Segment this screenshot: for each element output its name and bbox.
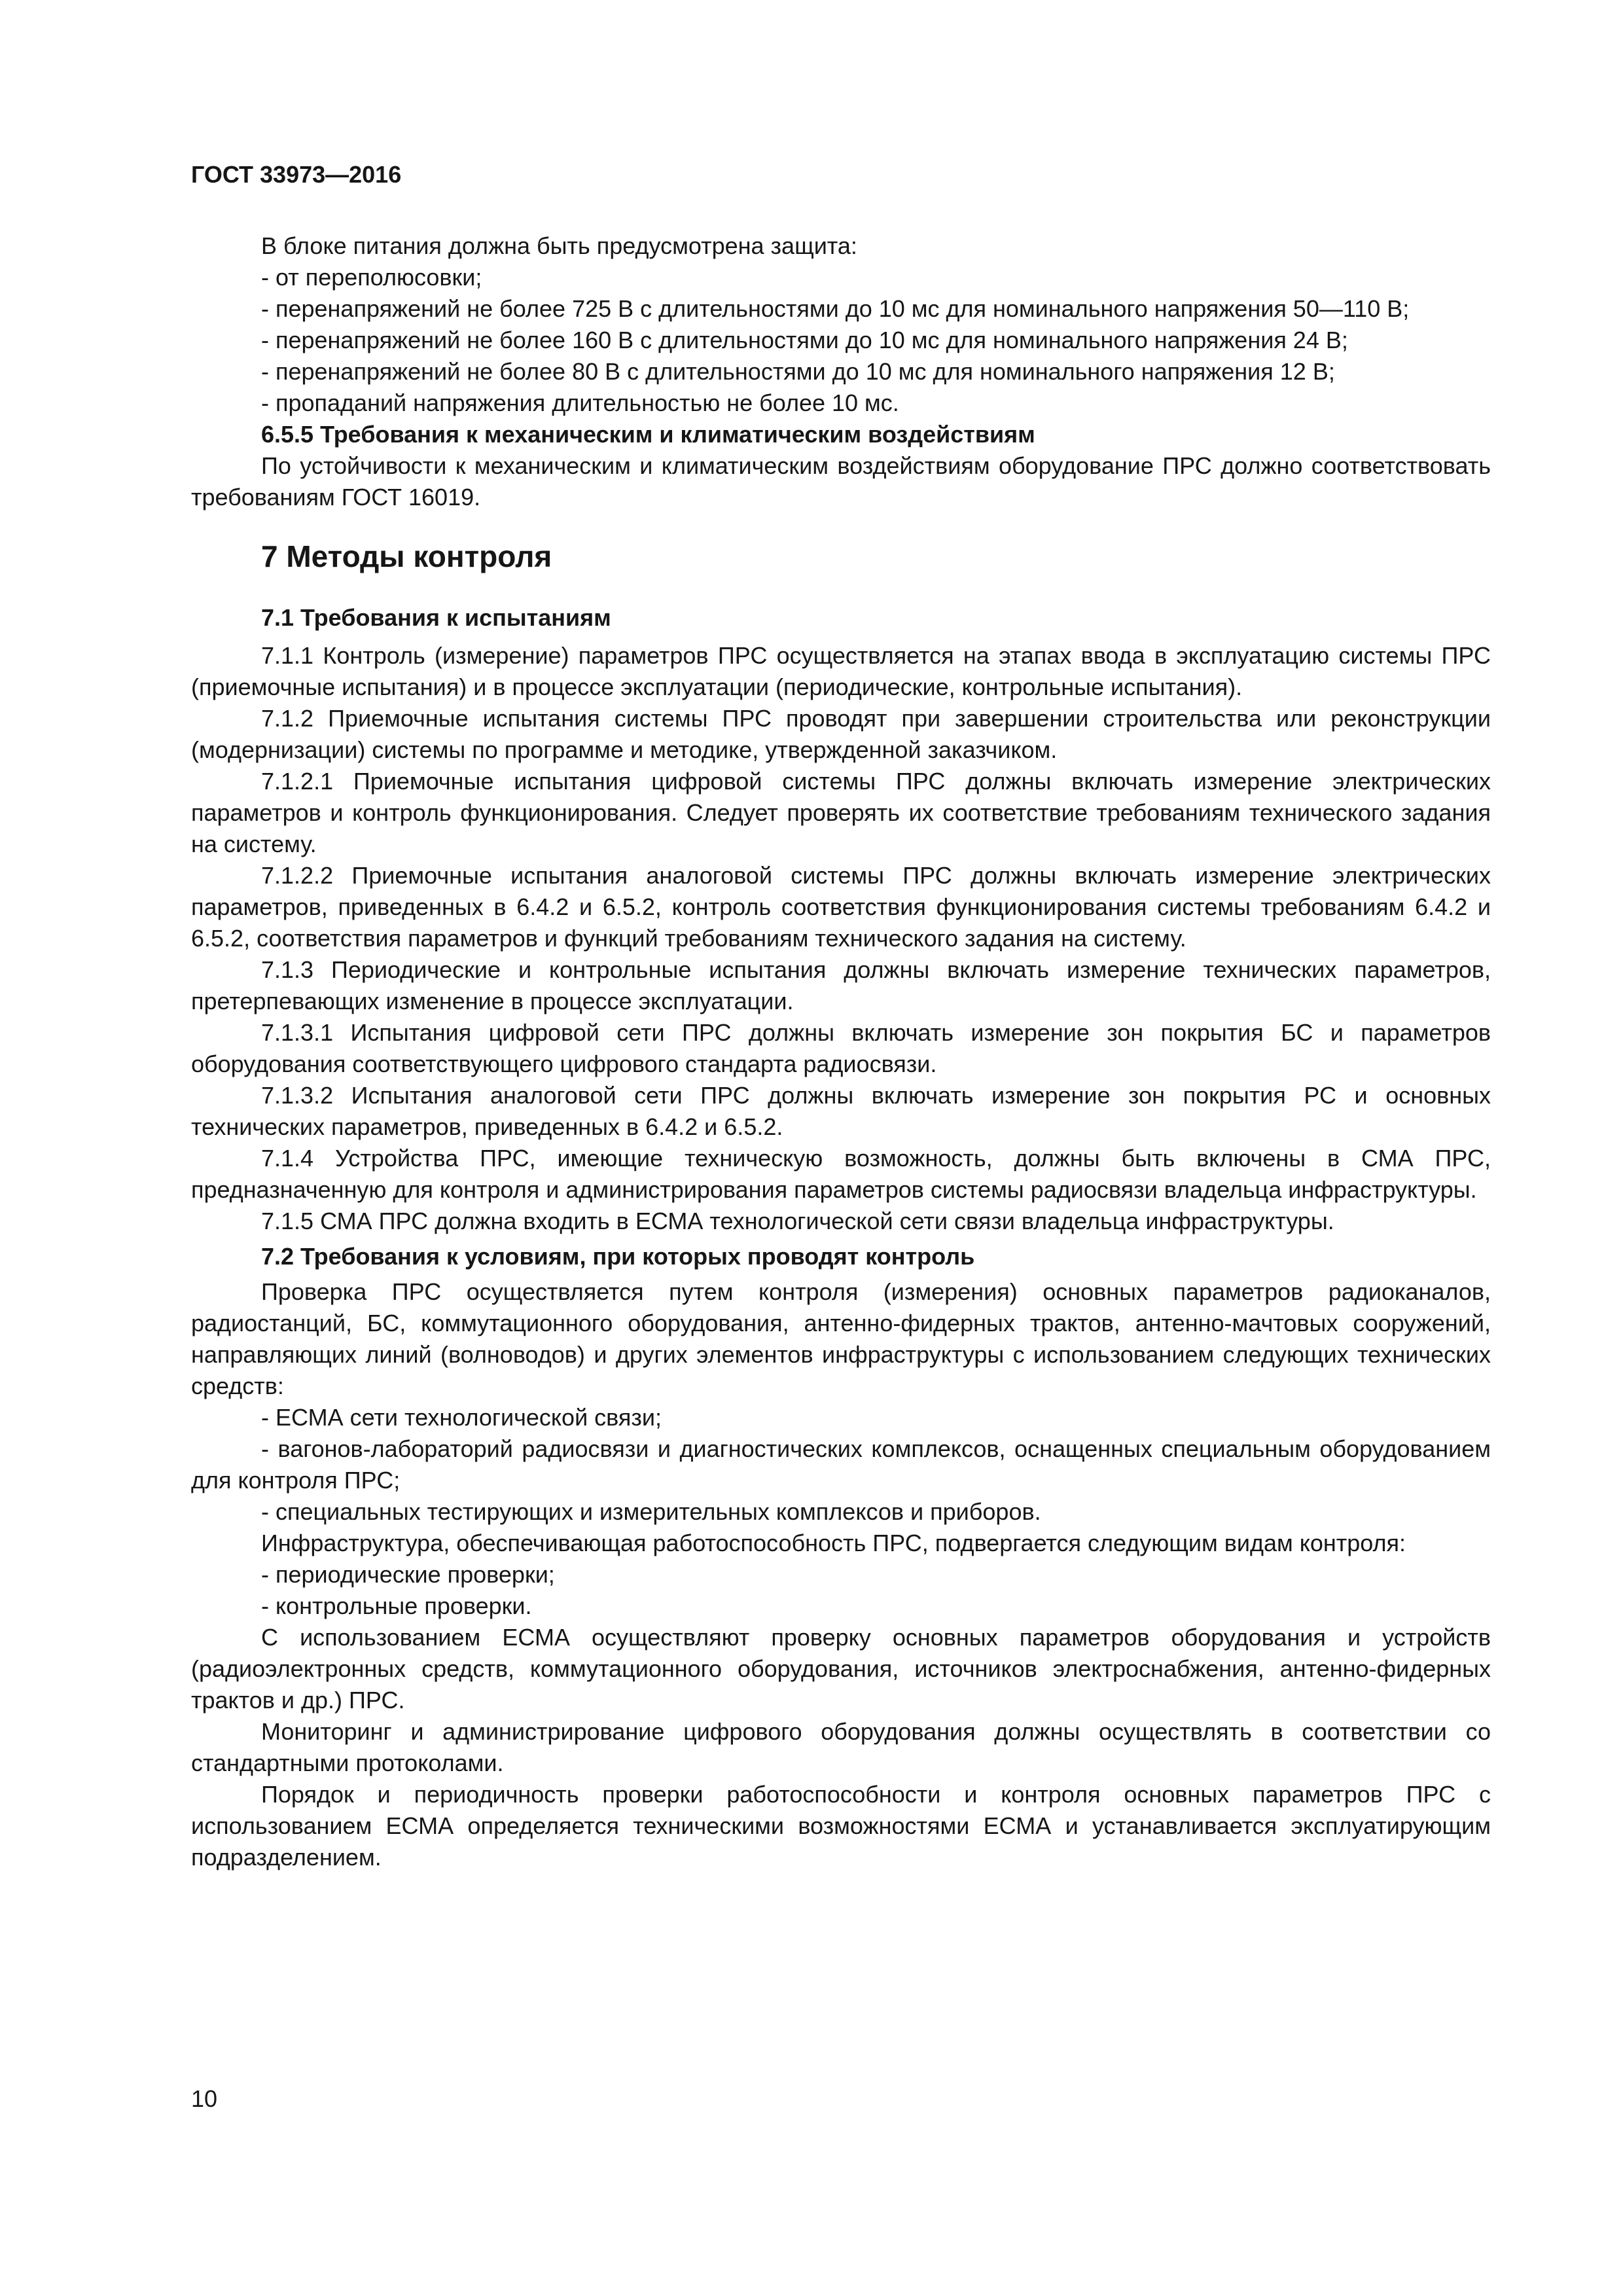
list-item: - перенапряжений не более 80 В с длительностями до 10 мс для номинального напряжения 12 В;	[261, 358, 1335, 385]
document-body	[191, 230, 1491, 1873]
paragraph: По устойчивости к механическим и климатическим воздействиям оборудование ПРС должно соответствовать требованиям ГОСТ 16019.	[191, 452, 1491, 511]
paragraph: 7.1.3.2 Испытания аналоговой сети ПРС должны включать измерение зон покрытия РС и основных технических параметров, приведенных в 6.4.2 и 6.5.2.	[191, 1082, 1491, 1140]
paragraph: Порядок и периодичность проверки работоспособности и контроля основных параметров ПРС с использованием ЕСМА определяется техническими возможностями ЕСМА и устанавливается эксплуатирующим подразделением.	[191, 1781, 1491, 1871]
paragraph: 7.1.3 Периодические и контрольные испытания должны включать измерение технических параметров, претерпевающих изменение в процессе эксплуатации.	[191, 956, 1491, 1014]
list-item: - ЕСМА сети технологической связи;	[261, 1404, 662, 1431]
list-item: - контрольные проверки.	[261, 1592, 532, 1619]
paragraph: 7.1.3.1 Испытания цифровой сети ПРС должны включать измерение зон покрытия БС и параметров оборудования соответствующего цифрового стандарта радиосвязи.	[191, 1019, 1491, 1077]
document-header-id: ГОСТ 33973—2016	[191, 161, 402, 188]
subsection-heading-7-1: 7.1 Требования к испытаниям	[261, 604, 611, 631]
paragraph: Мониторинг и администрирование цифрового оборудования должны осуществлять в соответствии со стандартными протоколами.	[191, 1718, 1491, 1776]
paragraph: 7.1.2.2 Приемочные испытания аналоговой системы ПРС должны включать измерение электрических параметров, приведенных в 6.4.2 и 6.5.2, контроль соответствия функционирования системы требованиям 6.4.2 и 6.5.2, соответствия параметров и функций требованиям технического задания на систему.	[191, 862, 1491, 952]
paragraph: 7.1.1 Контроль (измерение) параметров ПРС осуществляется на этапах ввода в эксплуатацию системы ПРС (приемочные испытания) и в процессе эксплуатации (периодические, контрольные испытания).	[191, 642, 1491, 700]
paragraph: С использованием ЕСМА осуществляют проверку основных параметров оборудования и устройств (радиоэлектронных средств, коммутационного оборудования, источников электроснабжения, антенно-фидерных трактов и др.) ПРС.	[191, 1624, 1491, 1713]
section-heading-7: 7 Методы контроля	[261, 539, 552, 573]
paragraph: Инфраструктура, обеспечивающая работоспособность ПРС, подвергается следующим видам контроля:	[261, 1530, 1406, 1556]
list-item: - периодические проверки;	[261, 1561, 555, 1588]
list-item: - специальных тестирующих и измерительных комплексов и приборов.	[261, 1498, 1041, 1525]
list-item: - перенапряжений не более 160 В с длительностями до 10 мс для номинального напряжения 24 В;	[261, 327, 1348, 353]
subsection-heading-7-2: 7.2 Требования к условиям, при которых проводят контроль	[261, 1243, 975, 1270]
list-item: - пропаданий напряжения длительностью не более 10 мс.	[261, 389, 899, 416]
paragraph: 7.1.4 Устройства ПРС, имеющие техническую возможность, должны быть включены в СМА ПРС, предназначенную для контроля и администрирования параметров системы радиосвязи владельца инфраструктуры.	[191, 1145, 1491, 1203]
paragraph: 7.1.2.1 Приемочные испытания цифровой системы ПРС должны включать измерение электрических параметров и контроль функционирования. Следует проверять их соответствие требованиям технического задания на систему.	[191, 768, 1491, 857]
list-item: - вагонов-лабораторий радиосвязи и диагностических комплексов, оснащенных специальным оборудованием для контроля ПРС;	[191, 1435, 1491, 1494]
paragraph: В блоке питания должна быть предусмотрена защита:	[261, 232, 857, 259]
list-item: - от переполюсовки;	[261, 264, 482, 291]
page-number: 10	[191, 2085, 218, 2112]
paragraph: 7.1.2 Приемочные испытания системы ПРС проводят при завершении строительства или реконструкции (модернизации) системы по программе и методике, утвержденной заказчиком.	[191, 705, 1491, 763]
paragraph: 7.1.5 СМА ПРС должна входить в ЕСМА технологической сети связи владельца инфраструктуры.	[261, 1208, 1334, 1234]
list-item: - перенапряжений не более 725 В с длительностями до 10 мс для номинального напряжения 50—110 В;	[261, 295, 1410, 322]
paragraph: Проверка ПРС осуществляется путем контроля (измерения) основных параметров радиоканалов, радиостанций, БС, коммутационного оборудования, антенно-фидерных трактов, антенно-мачтовых сооружений, направляющих линий (волноводов) и других элементов инфраструктуры с использованием следующих технических средств:	[191, 1278, 1491, 1399]
subsection-heading-6-5-5: 6.5.5 Требования к механическим и климатическим воздействиям	[261, 421, 1035, 448]
